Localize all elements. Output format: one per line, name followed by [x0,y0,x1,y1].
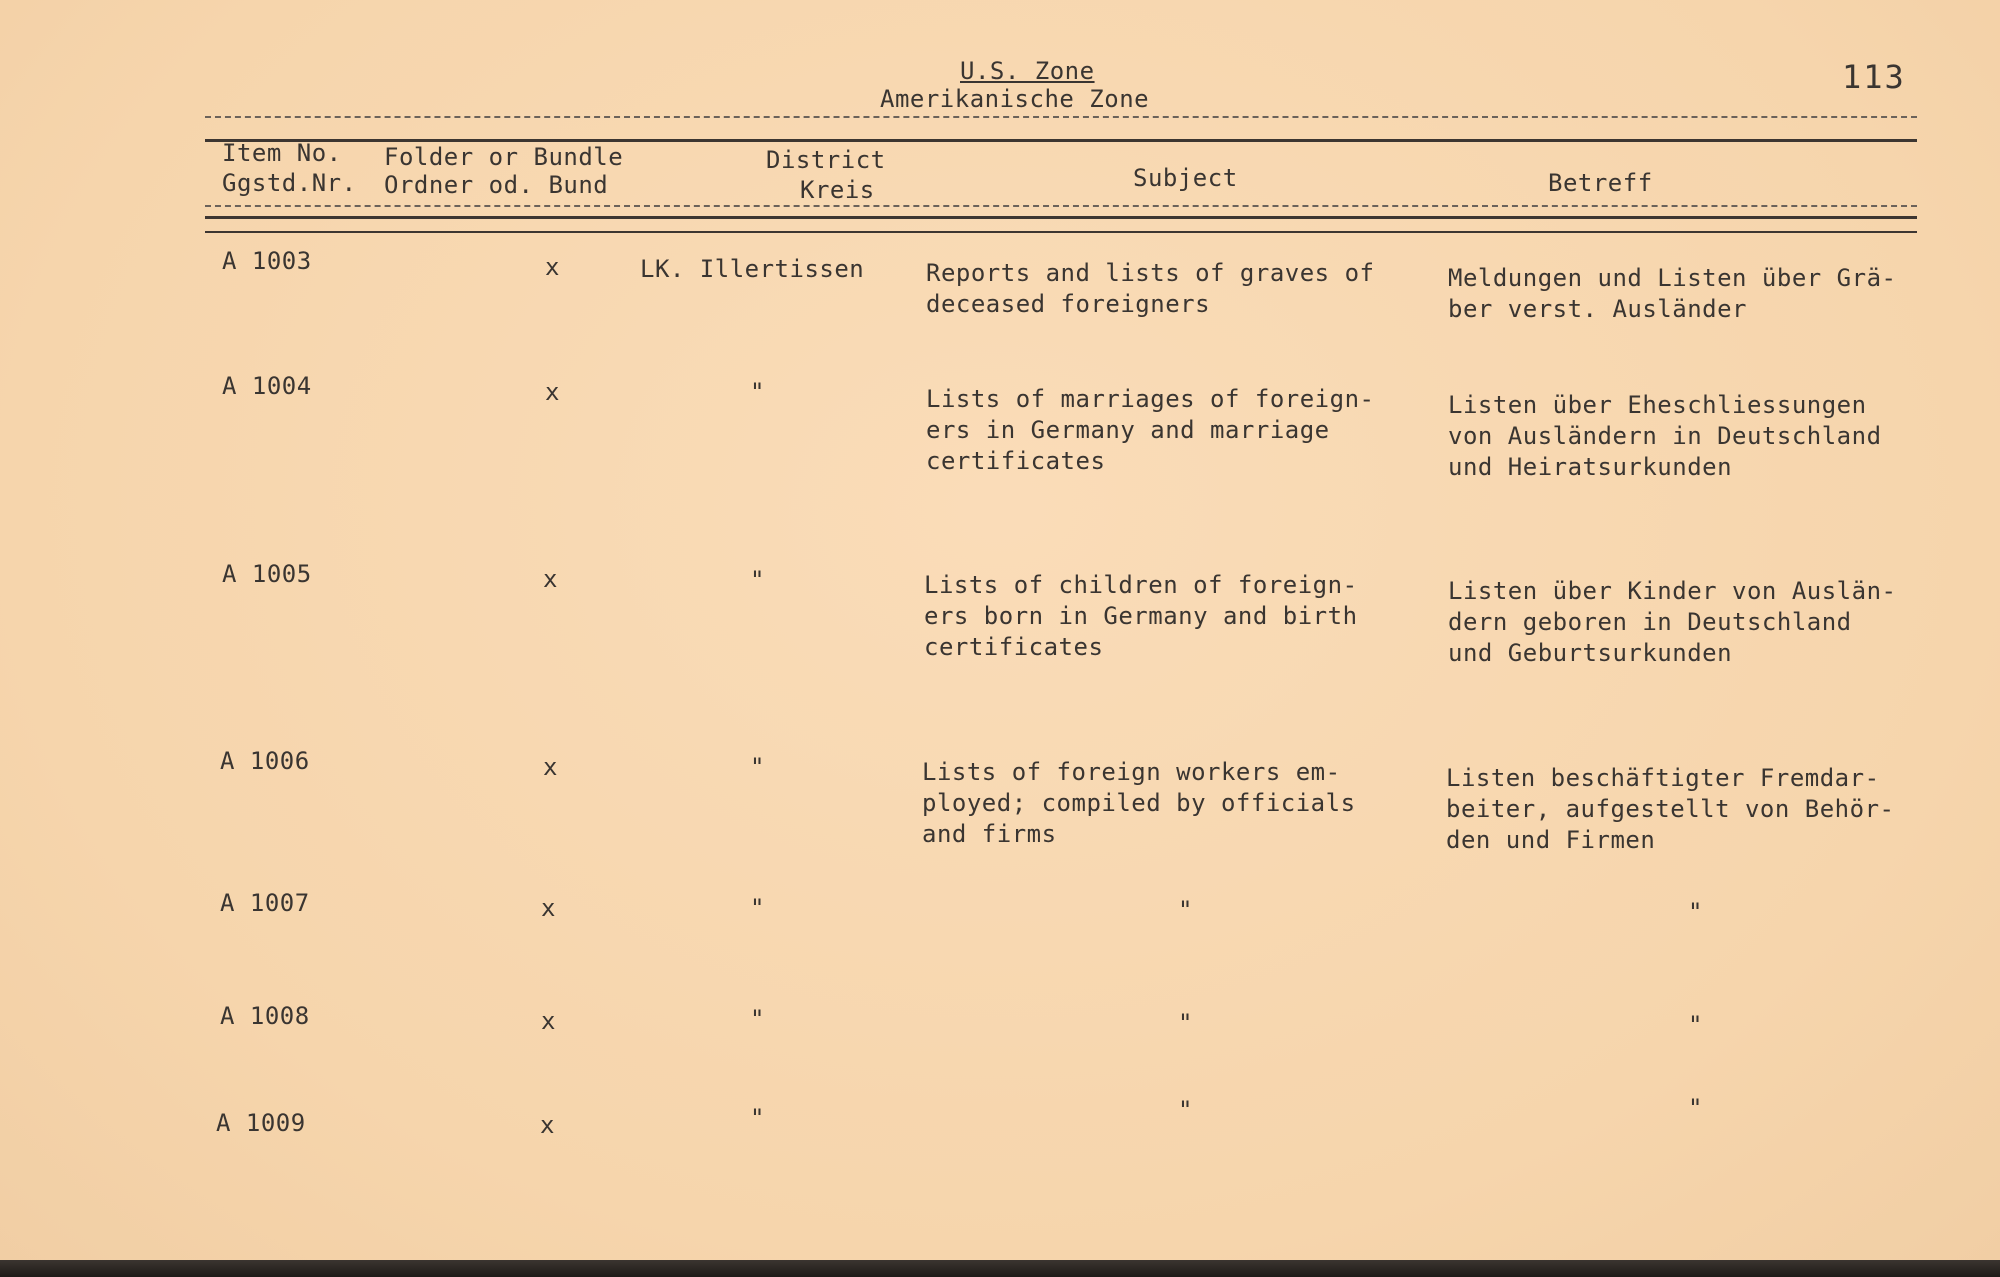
item-number: A 1005 [222,560,312,588]
folder-mark: x [541,1007,556,1035]
betreff-text: " [1688,1094,1703,1122]
district: LK. Illertissen [640,255,865,283]
district: " [750,566,765,594]
col-district-en: District [766,146,886,174]
col-folder-en: Folder or Bundle [384,143,624,171]
folder-mark: x [545,378,560,406]
district: " [750,378,765,406]
district: " [750,1104,765,1132]
col-district-de: Kreis [800,176,875,204]
item-number: A 1003 [222,247,312,275]
zone-title-en: U.S. Zone [960,57,1095,85]
folder-mark: x [540,1111,555,1139]
district: " [750,753,765,781]
district: " [750,894,765,922]
item-number: A 1009 [216,1109,306,1137]
betreff-text: Meldungen und Listen über Grä- ber verst. Ausländer [1448,264,1897,323]
subject-text: Lists of marriages of foreign- ers in Germany and marriage certificates [926,385,1375,475]
betreff-text: Listen beschäftigter Fremdar- beiter, aufgestellt von Behör- den und Firmen [1446,764,1895,854]
header-bottom-rule-2 [205,231,1917,233]
col-item-de: Ggstd.Nr. [222,169,357,197]
subject-text: Lists of foreign workers em- ployed; compiled by officials and firms [922,758,1356,848]
zone-title-de: Amerikanische Zone [880,85,1150,113]
item-number: A 1006 [220,747,310,775]
subject-text: " [1178,896,1193,924]
page-number: 113 [1842,58,1906,96]
item-number: A 1004 [222,372,312,400]
betreff-text: Listen über Eheschliessungen von Ausländern in Deutschland und Heiratsurkunden [1448,391,1882,481]
folder-mark: x [543,565,558,593]
col-betreff: Betreff [1548,169,1653,197]
folder-mark: x [545,253,560,281]
betreff-text: Listen über Kinder von Auslän- dern geboren in Deutschland und Geburtsurkunden [1448,577,1897,667]
betreff-text: " [1688,898,1703,926]
folder-mark: x [541,894,556,922]
scan-edge [0,1260,2000,1277]
subject-text: Reports and lists of graves of deceased foreigners [926,259,1375,318]
betreff-text: " [1688,1011,1703,1039]
subject-text: Lists of children of foreign- ers born in Germany and birth certificates [924,571,1358,661]
item-number: A 1007 [220,889,310,917]
district: " [750,1005,765,1033]
col-folder-de: Ordner od. Bund [384,171,609,199]
subject-text: " [1178,1009,1193,1037]
header-underline-dashed [205,205,1917,207]
item-number: A 1008 [220,1002,310,1030]
header-bottom-rule [205,216,1917,219]
col-item-en: Item No. [222,139,342,167]
subject-text: " [1178,1096,1193,1124]
col-subject: Subject [1133,164,1238,192]
header-dashed-rule [205,116,1917,118]
folder-mark: x [543,753,558,781]
